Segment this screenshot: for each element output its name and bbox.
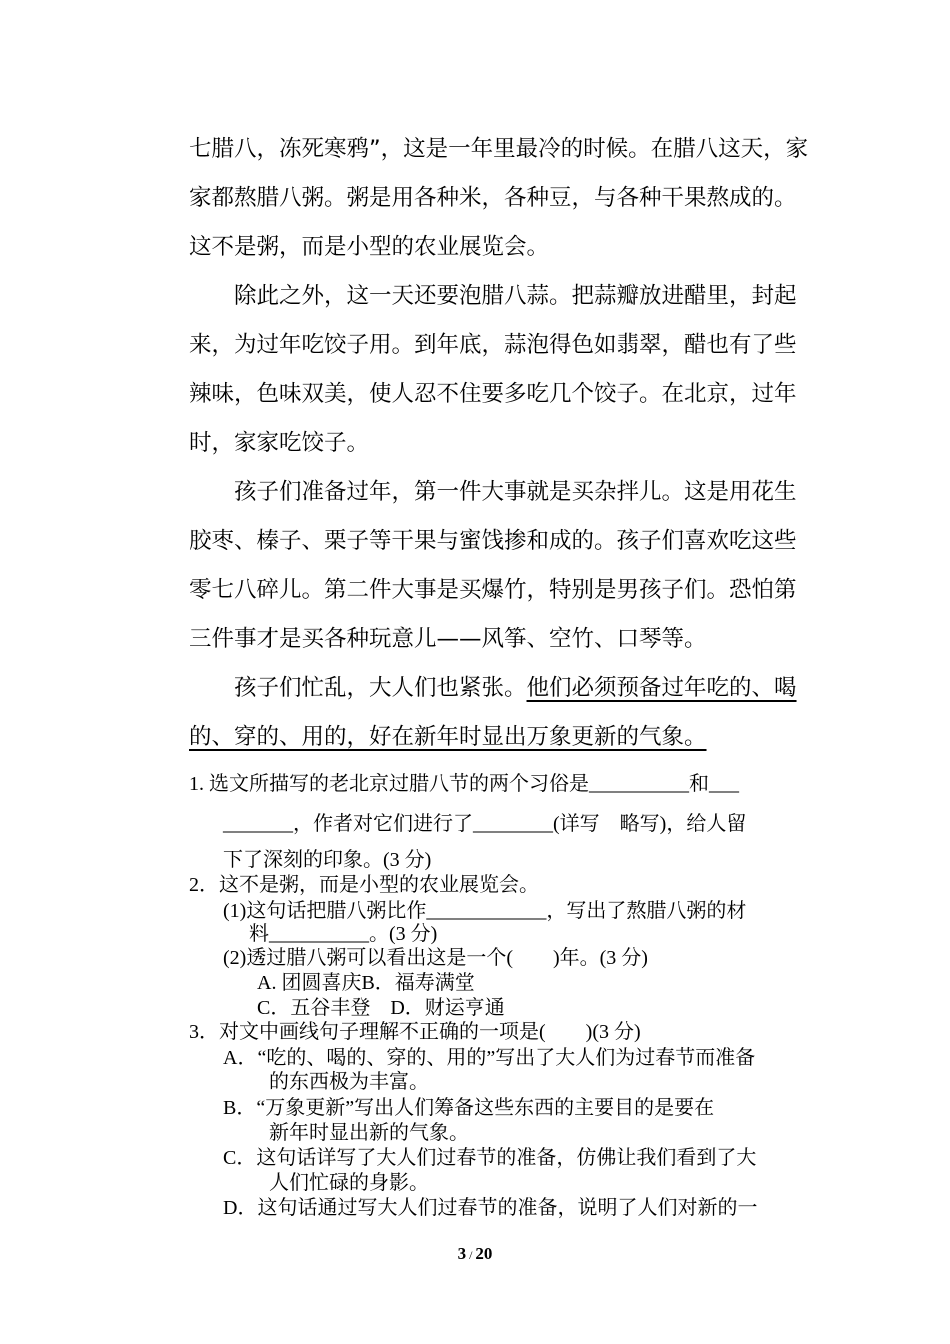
question-1-line-2: _______，作者对它们进行了________(详写 略写)，给人留 bbox=[223, 813, 747, 835]
page-number bbox=[0, 1244, 950, 1264]
current-page: 3 bbox=[457, 1244, 467, 1263]
text-line: 孩子们准备过年，第一件大事就是买杂拌儿。这是用花生 bbox=[234, 479, 797, 505]
question-3-option-c-line-2: 人们忙碌的身影。 bbox=[269, 1172, 429, 1194]
text-line: 除此之外，这一天还要泡腊八蒜。把蒜瓣放进醋里，封起 bbox=[234, 283, 797, 309]
question-3-option-b-line-2: 新年时显出新的气象。 bbox=[269, 1122, 469, 1144]
text-line: 孩子们忙乱，大人们也紧张。 bbox=[234, 675, 527, 701]
underlined-sentence: 他们必须预备过年吃的、喝 bbox=[526, 675, 797, 701]
text-line: 时，家家吃饺子。 bbox=[189, 430, 370, 456]
question-2-sub-1-line-1: (1)这句话把腊八粥比作____________，写出了熬腊八粥的材 bbox=[223, 900, 747, 922]
question-3-option-c-line-1: C．这句话详写了大人们过春节的准备，仿佛让我们看到了大 bbox=[223, 1147, 757, 1169]
text-line: 零七八碎儿。第二件大事是买爆竹，特别是男孩子们。恐怕第 bbox=[189, 577, 797, 603]
page-separator: / bbox=[469, 1248, 473, 1262]
question-3-stem: 3．对文中画线句子理解不正确的一项是( )(3 分) bbox=[189, 1021, 641, 1043]
question-3-option-d-line-1: D．这句话通过写大人们过春节的准备，说明了人们对新的一 bbox=[223, 1197, 758, 1219]
underlined-sentence: 的、穿的、用的，好在新年时显出万象更新的气象。 bbox=[189, 724, 707, 750]
question-3-option-a-line-1: A．“吃的、喝的、穿的、用的”写出了大人们为过春节而准备 bbox=[223, 1047, 756, 1069]
question-1-line-1: 1. 选文所描写的老北京过腊八节的两个习俗是__________和___ bbox=[189, 773, 739, 795]
text-line: 七腊八，冻死寒鸦”，这是一年里最冷的时候。在腊八这天，家 bbox=[189, 136, 809, 162]
text-line: 来，为过年吃饺子用。到年底，蒜泡得色如翡翠，醋也有了些 bbox=[189, 332, 797, 358]
question-1-line-3: 下了深刻的印象。(3 分) bbox=[223, 849, 432, 871]
question-3-option-b-line-1: B．“万象更新”写出人们筹备这些东西的主要目的是要在 bbox=[223, 1097, 715, 1119]
text-line: 三件事才是买各种玩意儿——风筝、空竹、口琴等。 bbox=[189, 626, 707, 652]
question-2-sub-1-line-2: 料__________。(3 分) bbox=[249, 923, 438, 945]
question-3-option-a-line-2: 的东西极为丰富。 bbox=[269, 1071, 429, 1093]
text-line: 胶枣、榛子、栗子等干果与蜜饯掺和成的。孩子们喜欢吃这些 bbox=[189, 528, 797, 554]
text-line: 家都熬腊八粥。粥是用各种米，各种豆，与各种干果熬成的。 bbox=[189, 185, 797, 211]
total-pages: 20 bbox=[475, 1244, 493, 1263]
question-2-stem: 2．这不是粥，而是小型的农业展览会。 bbox=[189, 874, 539, 896]
question-2-options-cd: C．五谷丰登 D．财运亨通 bbox=[257, 997, 505, 1019]
question-2-options-ab: A. 团圆喜庆B．福寿满堂 bbox=[257, 972, 475, 994]
text-line: 辣味，色味双美，使人忍不住要多吃几个饺子。在北京，过年 bbox=[189, 381, 797, 407]
question-2-sub-2: (2)透过腊八粥可以看出这是一个( )年。(3 分) bbox=[223, 947, 648, 969]
questions bbox=[189, 0, 809, 1344]
text-line: 这不是粥，而是小型的农业展览会。 bbox=[189, 234, 550, 260]
